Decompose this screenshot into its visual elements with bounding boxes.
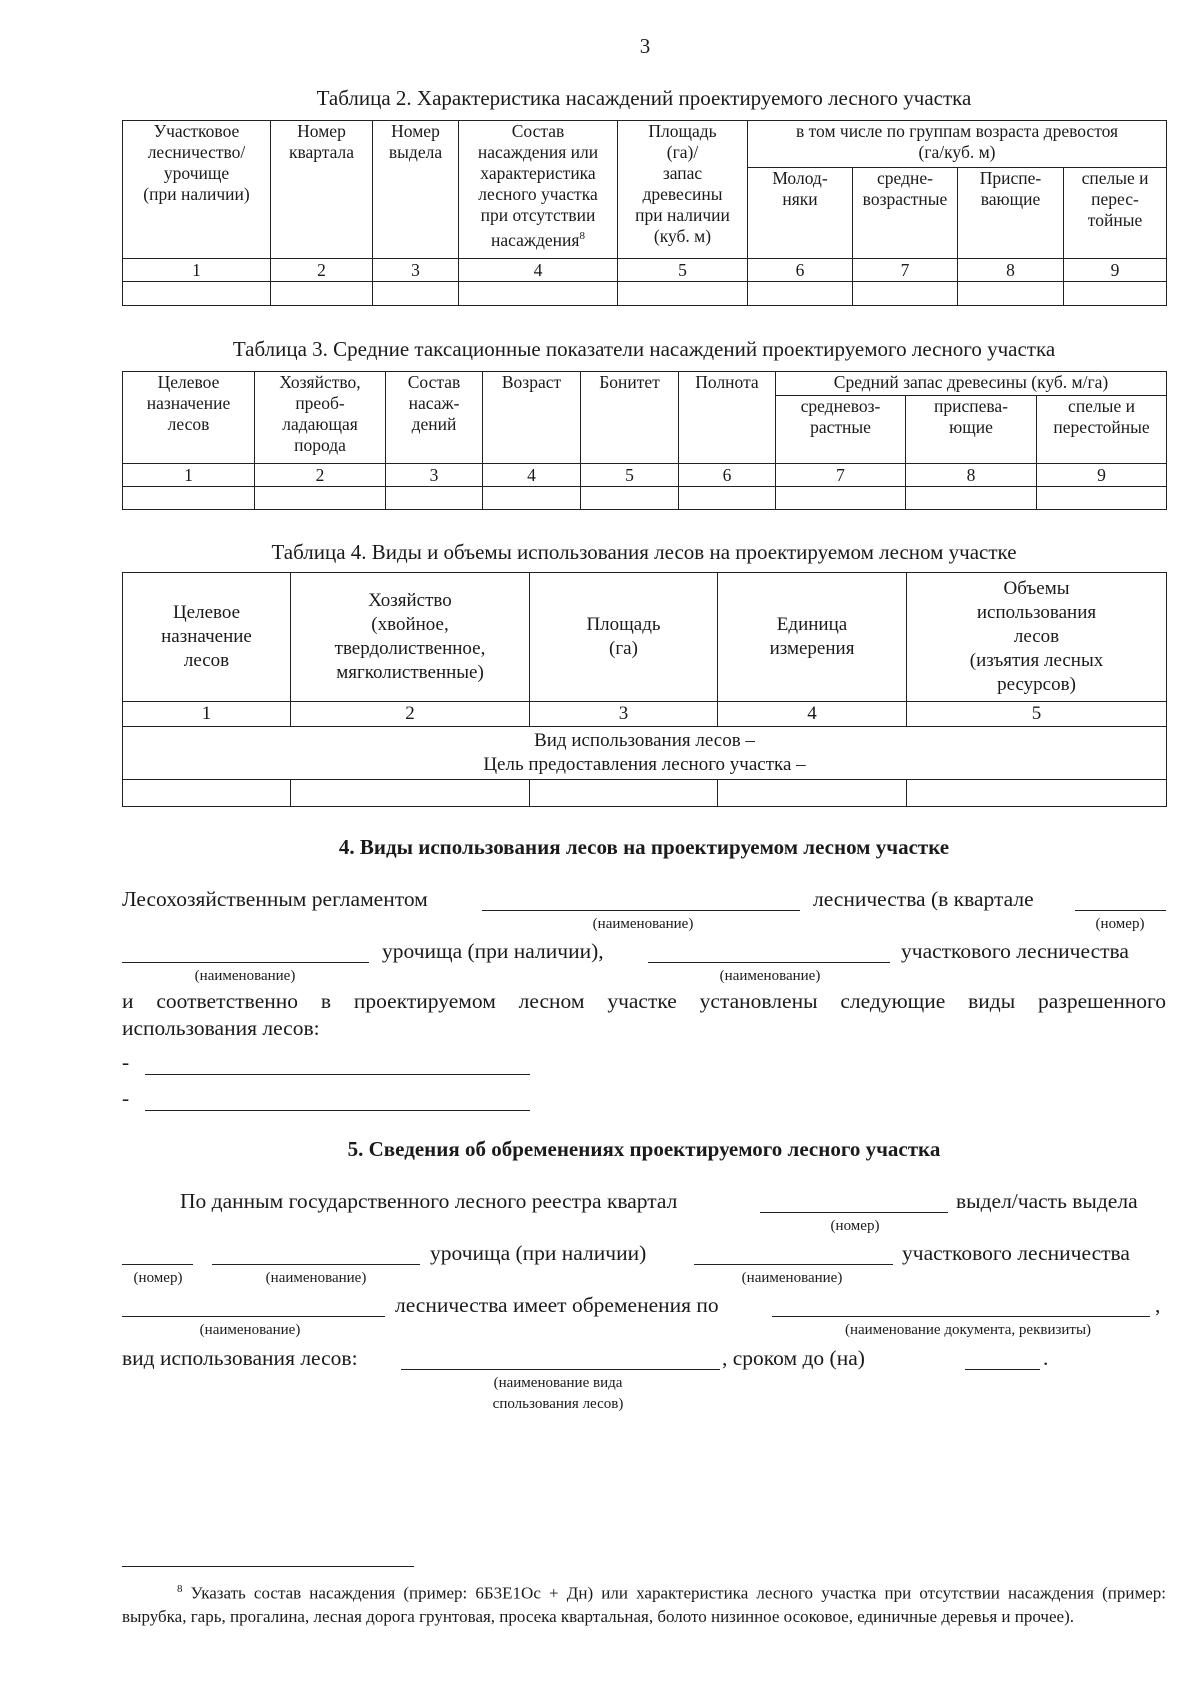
t3-subheader-maturing: приспева- ющие [906,396,1037,464]
table3-caption: Таблица 3. Средние таксационные показатели насаждений проектируемого лесного участка [232,337,1056,361]
col-number: 4 [483,464,581,487]
t3-header-purpose: Целевое назначение лесов [123,372,255,464]
col-number: 4 [718,702,907,727]
t3-number-row [123,464,1167,487]
t2-empty-row [123,282,1167,306]
t4-header-unit: Единица измерения [718,573,907,702]
s4-regulation-name-field[interactable] [482,910,800,911]
t2-header-allotment: Номер выдела [373,121,459,259]
t2-number-row [123,259,1167,282]
s5-text: вид использования лесов: [122,1346,358,1370]
t2-header-age-groups: в том числе по группам возраста древостоя (га/куб. м) [748,121,1167,168]
s5-term-field[interactable] [965,1369,1040,1370]
col-number: 2 [291,702,530,727]
empty-cell[interactable] [123,780,291,807]
t4-header-volumes: Объемы использования лесов (изъятия лесных ресурсов) [907,573,1167,702]
t2-subheader-young: Молод- няки [748,168,853,259]
field-label: (номер) [830,1218,880,1234]
col-number: 8 [958,259,1064,282]
field-label: (наименование документа, реквизиты) [844,1322,1092,1338]
s5-tract-name-field[interactable] [212,1264,420,1265]
empty-cell[interactable] [679,487,776,510]
empty-cell[interactable] [958,282,1064,306]
t3-empty-row [123,487,1167,510]
col-number: 7 [853,259,958,282]
s5-quarter-number-field[interactable] [760,1212,948,1213]
field-label: (номер) [1095,916,1145,932]
s5-text: лесничества имеет обременения по [395,1293,719,1317]
empty-cell[interactable] [255,487,386,510]
s4-usage-type-field-1[interactable] [145,1074,530,1075]
col-number: 5 [618,259,748,282]
footnote-text: Указать состав насаждения (пример: 6Б3Е1Ос + Дн) или характеристика лесного участка при отсутствии насаждения (пример: вырубка, гарь, прогалина, лесная дорога грунтовая, просека квартальная, болото низинное осоковое, единичные деревья и прочее). [122,1583,1166,1626]
empty-cell[interactable] [530,780,718,807]
s4-district-name-field[interactable] [648,962,890,963]
t2-header-quarter: Номер квартала [271,121,373,259]
col-number: 3 [386,464,483,487]
empty-cell[interactable] [1064,282,1167,306]
s5-district-name-field[interactable] [694,1264,893,1265]
col-number: 6 [748,259,853,282]
s4-text: и соответственно в проектируемом лесном участке установлены следующие виды разрешенного [122,989,1166,1013]
t3-subheader-mature: спелые и перестойные [1037,396,1167,464]
s4-text: Лесохозяйственным регламентом [122,887,428,911]
s4-usage-type-field-2[interactable] [145,1110,530,1111]
col-number: 5 [581,464,679,487]
col-number: 3 [530,702,718,727]
empty-cell[interactable] [581,487,679,510]
empty-cell[interactable] [373,282,459,306]
section4-heading: 4. Виды использования лесов на проектируемом лесном участке [338,835,950,859]
table2-caption: Таблица 2. Характеристика насаждений проектируемого лесного участка [316,86,972,110]
s4-tract-name-field[interactable] [122,962,369,963]
s5-text: . [1043,1346,1049,1370]
empty-cell[interactable] [483,487,581,510]
col-number: 7 [776,464,906,487]
s4-text: урочища (при наличии), [382,939,604,963]
col-number: 2 [255,464,386,487]
t3-subheader-middle: средневоз- растные [776,396,906,464]
t4-number-row [123,702,1167,727]
table3 [122,371,1167,510]
field-label: (наименование) [741,1270,843,1286]
t4-usage-row: Вид использования лесов – Цель предоставления лесного участка – [123,727,1167,780]
list-dash: - [122,1050,130,1074]
page-number: 3 [639,34,651,58]
s5-text: урочища (при наличии) [430,1241,647,1265]
s5-document-field[interactable] [772,1316,1150,1317]
list-dash: - [122,1086,130,1110]
col-number: 4 [459,259,618,282]
empty-cell[interactable] [907,780,1167,807]
empty-cell[interactable] [459,282,618,306]
empty-cell[interactable] [271,282,373,306]
s4-text: лесничества (в квартале [813,887,1034,911]
t2-subheader-middle: средне- возрастные [853,168,958,259]
field-label: (наименование) [199,1322,301,1338]
table4 [122,572,1167,807]
t3-header-age: Возраст [483,372,581,464]
col-number: 2 [271,259,373,282]
empty-cell[interactable] [748,282,853,306]
field-label: (наименование) [592,916,694,932]
empty-cell[interactable] [123,282,271,306]
s5-forestry-name-field[interactable] [122,1316,385,1317]
t2-subheader-mature: спелые и перес- тойные [1064,168,1167,259]
footnote-divider [122,1566,414,1567]
s5-text: По данным государственного лесного реестра квартал [180,1189,678,1213]
field-label: (наименование вида [493,1375,623,1391]
field-label: (наименование) [265,1270,367,1286]
empty-cell[interactable] [776,487,906,510]
t3-header-density: Полнота [679,372,776,464]
col-number: 9 [1064,259,1167,282]
t2-subheader-maturing: Приспе- вающие [958,168,1064,259]
empty-cell[interactable] [853,282,958,306]
empty-cell[interactable] [123,487,255,510]
s5-text: , [1155,1293,1161,1317]
t3-header-bonitet: Бонитет [581,372,679,464]
footnote-ref: 8 [579,230,585,242]
field-label: (наименование) [719,968,821,984]
t2-header-area: Площадь (га)/ запас древесины при наличии (куб. м) [618,121,748,259]
empty-cell[interactable] [386,487,483,510]
t2-header-composition [459,121,618,259]
col-number: 8 [906,464,1037,487]
t3-header-economy: Хозяйство, преоб- ладающая порода [255,372,386,464]
col-number: 3 [373,259,459,282]
table4-caption: Таблица 4. Виды и объемы использования лесов на проектируемом лесном участке [271,540,1017,564]
empty-cell[interactable] [618,282,748,306]
empty-cell[interactable] [1037,487,1167,510]
s5-text: , сроком до (на) [722,1346,865,1370]
col-number: 5 [907,702,1167,727]
t2-header-composition-text: Состав насаждения или характеристика лесного участка при отсутствии насаждения [477,121,599,250]
col-number: 1 [123,259,271,282]
t3-header-stock: Средний запас древесины (куб. м/га) [776,372,1167,396]
col-number: 1 [123,464,255,487]
s4-text: участкового лесничества [901,939,1129,963]
empty-cell[interactable] [718,780,907,807]
s4-text: использования лесов: [122,1016,320,1040]
t4-empty-row [123,780,1167,807]
table2 [122,120,1167,306]
t4-header-area: Площадь (га) [530,573,718,702]
footnote-marker: 8 [177,1583,183,1595]
field-label: (наименование) [194,968,296,984]
s5-allotment-number-field[interactable] [122,1264,193,1265]
empty-cell[interactable] [291,780,530,807]
t4-header-purpose: Целевое назначение лесов [123,573,291,702]
t3-header-composition: Состав насаж- дений [386,372,483,464]
s5-text: выдел/часть выдела [956,1189,1138,1213]
t2-header-forestry: Участковое лесничество/ урочище (при наличии) [123,121,271,259]
empty-cell[interactable] [906,487,1037,510]
s5-text: участкового лесничества [902,1241,1130,1265]
section5-heading: 5. Сведения об обременениях проектируемого лесного участка [347,1137,941,1161]
col-number: 1 [123,702,291,727]
field-label: спользования лесов) [492,1396,624,1412]
t4-header-economy: Хозяйство (хвойное, твердолиственное, мягколиственные) [291,573,530,702]
s4-quarter-number-field[interactable] [1075,910,1166,911]
col-number: 6 [679,464,776,487]
footnote [122,1578,1166,1628]
col-number: 9 [1037,464,1167,487]
field-label: (номер) [133,1270,183,1286]
s5-usage-kind-field[interactable] [401,1369,720,1370]
